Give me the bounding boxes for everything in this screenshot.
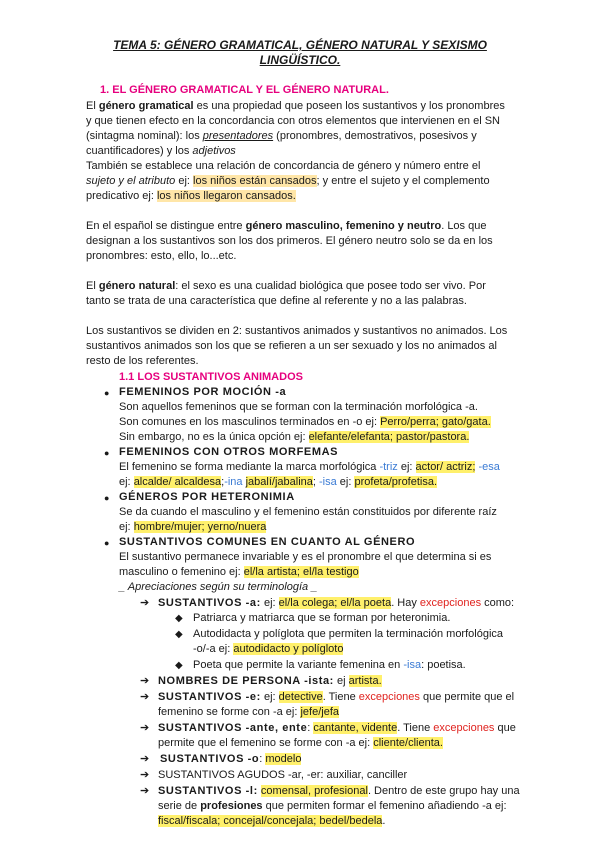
sub-item: SUSTANTIVOS -e: ej: detective. Tiene excepciones que permite que el	[158, 691, 515, 703]
bullet-line: _ Apreciaciones según su terminología _	[119, 581, 318, 593]
arrow-icon: ➔	[140, 597, 150, 609]
sub-item: SUSTANTIVOS -a: ej: el/la colega; el/la poeta. Hay excepciones como:	[158, 597, 515, 609]
paragraph-line: tanto se trata de una característica que define al referente y no a las palabras.	[86, 295, 467, 307]
paragraph-line: cuantificadores) y los adjetivos	[86, 145, 236, 157]
diamond-icon: ◆	[175, 613, 183, 624]
sub-item: SUSTANTIVOS -ante, ente: cantante, vidente. Tiene excepciones que	[158, 722, 516, 734]
paragraph-line: sustantivos animados son los que se refieren a un ser sexuado y los no animados al	[86, 340, 497, 352]
bullet-line: Se da cuando el masculino y el femenino están constituidos por diferente raíz	[119, 506, 497, 518]
bullet-line: Son comunes en los masculinos terminados en -o ej: Perro/perra; gato/gata.	[119, 416, 491, 428]
diamond-icon: ◆	[175, 629, 183, 640]
paragraph-line: El género natural: el sexo es una cualidad biológica que posee todo ser vivo. Por	[86, 280, 486, 292]
bullet-heading: SUSTANTIVOS COMUNES EN CUANTO AL GÉNERO	[119, 536, 416, 548]
bullet-line: Sin embargo, no es la única opción ej: elefante/elefanta; pastor/pastora.	[119, 431, 470, 443]
section-1-heading: 1. EL GÉNERO GRAMATICAL Y EL GÉNERO NATURAL.	[100, 84, 389, 96]
document-title-line1: TEMA 5: GÉNERO GRAMATICAL, GÉNERO NATURAL Y SEXISMO	[113, 38, 487, 52]
paragraph-line: En el español se distingue entre género masculino, femenino y neutro. Los que	[86, 220, 487, 232]
paragraph-line: sujeto y el atributo ej: los niños están cansados; y entre el sujeto y el complemento	[86, 175, 490, 187]
paragraph-line: y que tienen efecto en la concordancia con otros elementos que intervienen en el SN	[86, 115, 500, 127]
bullet-icon: ●	[104, 493, 110, 503]
bullet-heading: FEMENINOS POR MOCIÓN -a	[119, 386, 287, 398]
bullet-heading: FEMENINOS CON OTROS MORFEMAS	[119, 446, 339, 458]
paragraph-line: El género gramatical es una propiedad que poseen los sustantivos y los pronombres	[86, 100, 505, 112]
bullet-icon: ●	[104, 388, 110, 398]
diamond-icon: ◆	[175, 660, 183, 671]
paragraph-line: resto de los referentes.	[86, 355, 199, 367]
bullet-line: ej: hombre/mujer; yerno/nuera	[119, 521, 267, 533]
bullet-heading: GÉNEROS POR HETERONIMIA	[119, 491, 295, 503]
arrow-icon: ➔	[140, 769, 150, 781]
sub-sub-item: -o/-a ej: autodidacto y polígloto	[193, 643, 344, 655]
section-1-1-heading: 1.1 LOS SUSTANTIVOS ANIMADOS	[119, 371, 303, 383]
arrow-icon: ➔	[140, 691, 150, 703]
arrow-icon: ➔	[140, 785, 150, 797]
sub-item: SUSTANTIVOS -l: comensal, profesional. Dentro de este grupo hay una	[158, 785, 520, 797]
bullet-icon: ●	[104, 448, 110, 458]
bullet-line: Son aquellos femeninos que se forman con la terminación morfológica -a.	[119, 401, 478, 413]
bullet-line: masculino o femenino ej: el/la artista; el/la testigo	[119, 566, 359, 578]
paragraph-line: designan a los sustantivos son los dos primeros. El género neutro solo se da en los	[86, 235, 493, 247]
bullet-line: El femenino se forma mediante la marca morfológica -triz ej: actor/ actriz; -esa	[119, 461, 500, 473]
paragraph-line: Los sustantivos se dividen en 2: sustantivos animados y sustantivos no animados. Los	[86, 325, 508, 337]
sub-item: femenino se forme con -a ej: jefe/jefa	[158, 706, 339, 718]
sub-item: SUSTANTIVOS AGUDOS -ar, -er: auxiliar, canciller	[158, 769, 408, 781]
document-title-line2: LINGÜÍSTICO.	[259, 53, 341, 67]
sub-item: fiscal/fiscala; concejal/concejala; bedel/bedela.	[158, 815, 386, 827]
paragraph-line: También se establece una relación de concordancia de género y número entre el	[86, 160, 481, 172]
sub-item: serie de profesiones que permiten formar el femenino añadiendo -a ej:	[158, 800, 507, 812]
arrow-icon: ➔	[140, 722, 150, 734]
sub-item: NOMBRES DE PERSONA -ista: ej artista.	[158, 675, 382, 687]
arrow-icon: ➔	[140, 675, 150, 687]
bullet-line: ej: alcalde/ alcaldesa;-ina jabalí/jabalina; -isa ej: profeta/profetisa.	[119, 476, 438, 488]
sub-sub-item: Patriarca y matriarca que se forman por heteronimia.	[193, 612, 451, 624]
bullet-icon: ●	[104, 538, 110, 548]
paragraph-line: predicativo ej: los niños llegaron cansados.	[86, 190, 296, 202]
sub-item: SUSTANTIVOS -o: modelo	[160, 753, 302, 765]
bullet-line: El sustantivo permanece invariable y es el pronombre el que determina si es	[119, 551, 492, 563]
arrow-icon: ➔	[140, 753, 150, 765]
paragraph-line: pronombres: esto, ello, lo...etc.	[86, 250, 237, 262]
sub-item: permite que el femenino se forme con -a ej: cliente/clienta.	[158, 737, 443, 749]
paragraph-line: (sintagma nominal): los presentadores (pronombres, demostrativos, posesivos y	[86, 130, 477, 142]
sub-sub-item: Autodidacta y políglota que permiten la terminación morfológica	[193, 628, 504, 640]
sub-sub-item: Poeta que permite la variante femenina en -isa: poetisa.	[193, 659, 466, 671]
